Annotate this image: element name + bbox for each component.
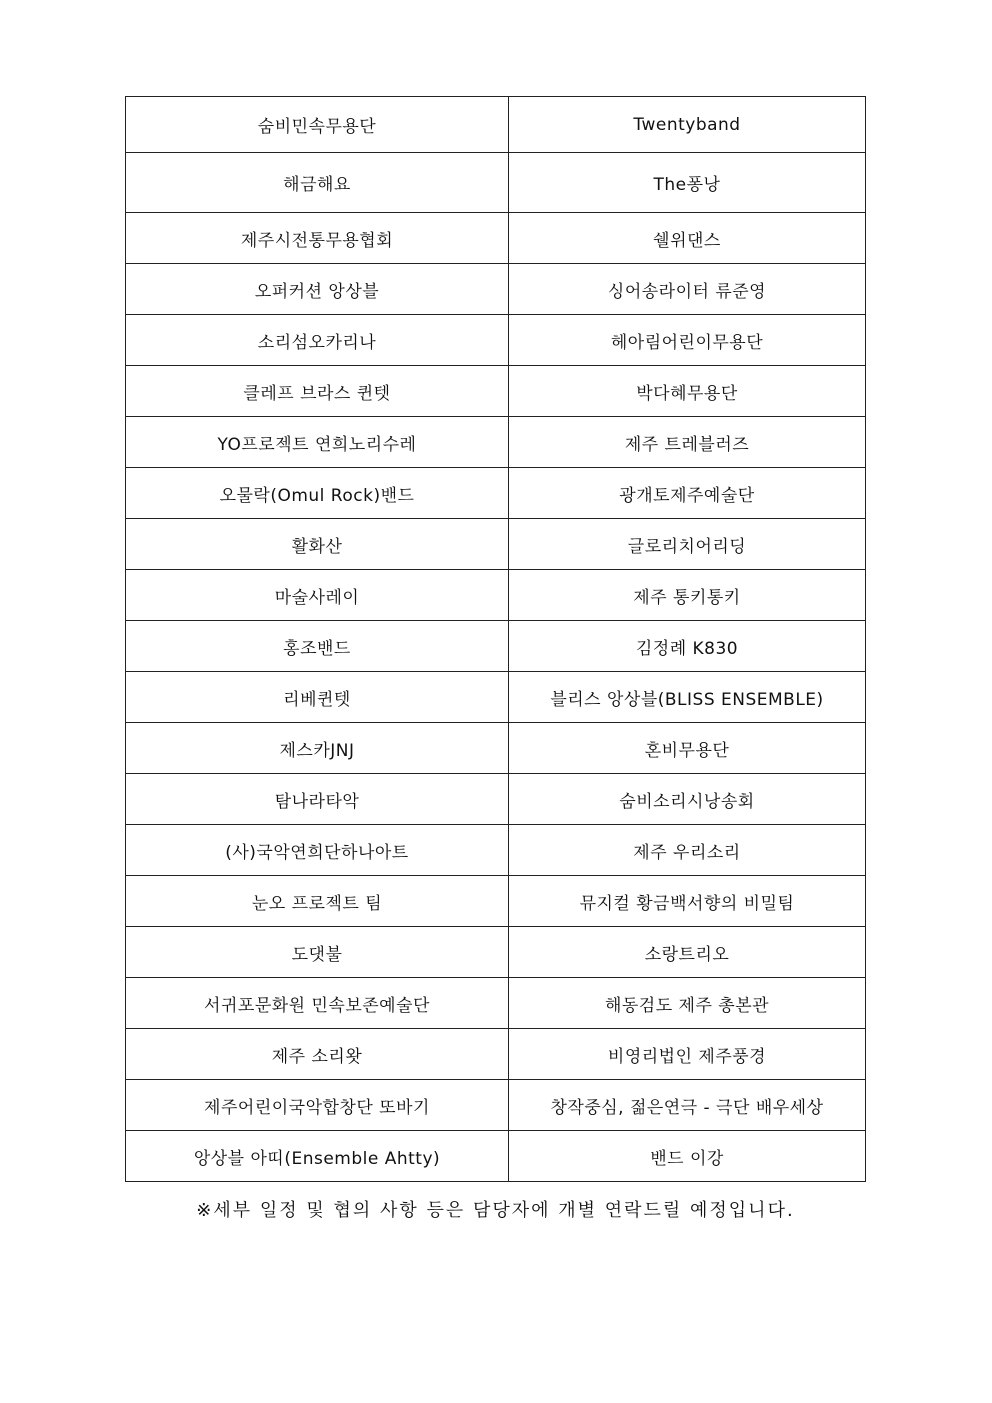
- table-row: [126, 672, 866, 723]
- performer-cell-right: 창작중심, 젊은연극 - 극단 배우세상: [509, 1080, 866, 1131]
- performer-cell-left: YO프로젝트 연희노리수레: [126, 417, 509, 468]
- performer-cell-right: 제주 통키통키: [509, 570, 866, 621]
- performer-cell-left: 탐나라타악: [126, 774, 509, 825]
- performer-cell-right: 싱어송라이터 류준영: [509, 264, 866, 315]
- performer-cell-left: 도댓불: [126, 927, 509, 978]
- performer-cell-left: 제주시전통무용협회: [126, 213, 509, 264]
- footnote: ※세부 일정 및 협의 사항 등은 담당자에 개별 연락드릴 예정입니다.: [196, 1200, 795, 1221]
- performer-cell-right: 밴드 이강: [509, 1131, 866, 1182]
- performer-cell-left: 오퍼커션 앙상블: [126, 264, 509, 315]
- performer-cell-left: 서귀포문화원 민속보존예술단: [126, 978, 509, 1029]
- table-row: [126, 153, 866, 213]
- performer-table-body: [126, 97, 866, 1182]
- performer-cell-right: 헤아림어린이무용단: [509, 315, 866, 366]
- table-row: [126, 213, 866, 264]
- performer-cell-left: 클레프 브라스 퀸텟: [126, 366, 509, 417]
- performer-cell-left: 눈오 프로젝트 팀: [126, 876, 509, 927]
- table-row: [126, 621, 866, 672]
- performer-cell-right: 해동검도 제주 총본관: [509, 978, 866, 1029]
- table-row: [126, 264, 866, 315]
- performer-cell-right: 제주 트레블러즈: [509, 417, 866, 468]
- performer-cell-left: 활화산: [126, 519, 509, 570]
- performer-cell-right: 쉘위댄스: [509, 213, 866, 264]
- performer-cell-left: 홍조밴드: [126, 621, 509, 672]
- table-row: [126, 825, 866, 876]
- performer-cell-right: 블리스 앙상블(BLISS ENSEMBLE): [509, 672, 866, 723]
- table-row: [126, 723, 866, 774]
- performer-cell-left: 해금해요: [126, 153, 509, 213]
- table-row: [126, 1029, 866, 1080]
- table-row: [126, 366, 866, 417]
- table-row: [126, 1131, 866, 1182]
- table-row: [126, 417, 866, 468]
- performer-cell-left: (사)국악연희단하나아트: [126, 825, 509, 876]
- performer-cell-left: 오물락(Omul Rock)밴드: [126, 468, 509, 519]
- performer-cell-right: 숨비소리시낭송회: [509, 774, 866, 825]
- performer-table: [125, 96, 866, 1182]
- performer-cell-right: 뮤지컬 황금백서향의 비밀팀: [509, 876, 866, 927]
- performer-cell-right: Twentyband: [509, 97, 866, 153]
- performer-cell-right: 제주 우리소리: [509, 825, 866, 876]
- performer-cell-left: 리베퀸텟: [126, 672, 509, 723]
- performer-cell-right: 박다혜무용단: [509, 366, 866, 417]
- table-row: [126, 570, 866, 621]
- performer-cell-left: 소리섬오카리나: [126, 315, 509, 366]
- performer-cell-left: 숨비민속무용단: [126, 97, 509, 153]
- performer-cell-left: 제주어린이국악합창단 또바기: [126, 1080, 509, 1131]
- performer-cell-left: 마술사레이: [126, 570, 509, 621]
- performer-cell-right: 김정례 K830: [509, 621, 866, 672]
- performer-cell-right: 글로리치어리딩: [509, 519, 866, 570]
- performer-cell-left: 앙상블 아띠(Ensemble Ahtty): [126, 1131, 509, 1182]
- table-row: [126, 978, 866, 1029]
- performer-cell-right: 광개토제주예술단: [509, 468, 866, 519]
- performer-cell-right: The퐁낭: [509, 153, 866, 213]
- table-row: [126, 774, 866, 825]
- performer-cell-left: 제스카JNJ: [126, 723, 509, 774]
- performer-cell-right: 소랑트리오: [509, 927, 866, 978]
- table-row: [126, 97, 866, 153]
- table-row: [126, 315, 866, 366]
- performer-cell-right: 혼비무용단: [509, 723, 866, 774]
- performer-cell-left: 제주 소리왓: [126, 1029, 509, 1080]
- table-row: [126, 876, 866, 927]
- table-row: [126, 468, 866, 519]
- table-row: [126, 519, 866, 570]
- performer-cell-right: 비영리법인 제주풍경: [509, 1029, 866, 1080]
- table-row: [126, 1080, 866, 1131]
- table-row: [126, 927, 866, 978]
